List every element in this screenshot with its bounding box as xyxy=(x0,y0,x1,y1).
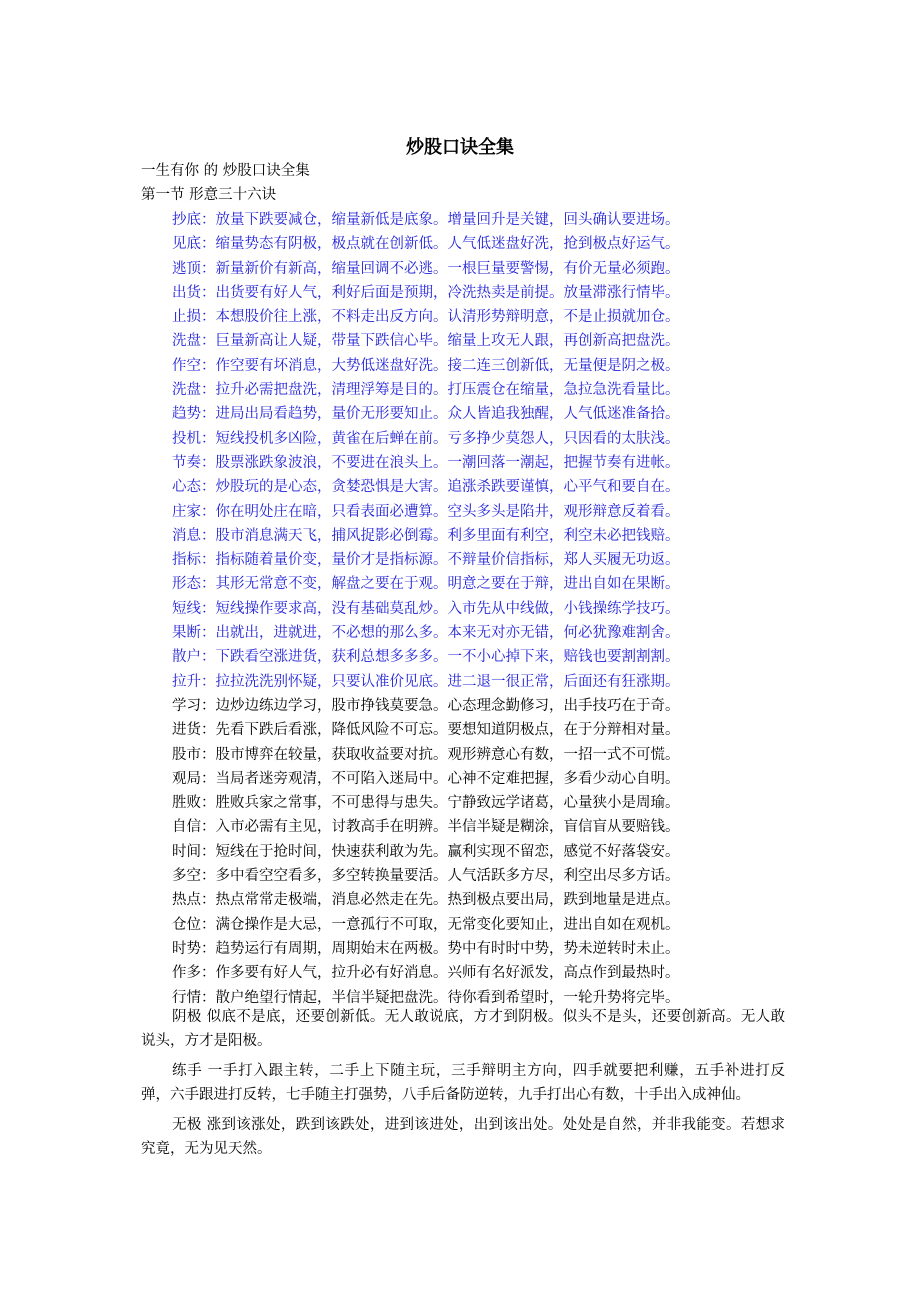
verse-line: 作多：作多要有好人气，拉升必有好消息。兴师有名好派发，高点作到最热时。 xyxy=(172,965,680,982)
verse-line: 行情：散户绝望行情起，半信半疑把盘洗。待你看到希望时，一轮升势将完毕。 xyxy=(172,989,680,1006)
document-subtitle: 一生有你 的 炒股口诀全集 xyxy=(141,163,310,179)
verse-line: 洗盘：拉升必需把盘洗，清理浮筹是目的。打压震仓在缩量，急拉急洗看量比。 xyxy=(172,382,680,399)
verse-line: 心态：炒股玩的是心态，贪婪恐惧是大害。追涨杀跌要谨慎，心平气和要自在。 xyxy=(172,479,680,496)
closing-paragraph: 练手 一手打入跟主转，二手上下随主玩，三手辩明主方向，四手就要把利赚，五手补进打反弹，六手跟进打反转，七手随主打强势，八手后备防逆转，九手打出心有数，十手出入成神仙。 xyxy=(141,1063,785,1103)
verse-line: 短线：短线操作要求高，没有基础莫乱炒。入市先从中线做，小钱操练学技巧。 xyxy=(172,600,680,617)
verse-line: 节奏：股票涨跌象波浪，不要进在浪头上。一潮回落一潮起，把握节奏有进帐。 xyxy=(172,454,680,471)
verse-line: 散户：下跌看空涨进货，获利总想多多多。一不小心掉下来，赔钱也要割割割。 xyxy=(172,649,680,666)
verse-line: 时势：趋势运行有周期，周期始末在两极。势中有时时中势，势未逆转时未止。 xyxy=(172,940,680,957)
verse-line: 逃顶：新量新价有新高，缩量回调不必逃。一根巨量要警惕，有价无量必须跑。 xyxy=(172,260,680,277)
verse-line: 庄家：你在明处庄在暗，只看表面必遭算。空头多头是陷井，观形辩意反着看。 xyxy=(172,503,680,520)
verse-line: 进货：先看下跌后看涨，降低风险不可忘。要想知道阴极点，在于分辩相对量。 xyxy=(172,722,680,739)
verse-line: 见底：缩量势态有阴极，极点就在创新低。人气低迷盘好洗，抢到极点好运气。 xyxy=(172,236,680,253)
verse-line: 时间：短线在于抢时间，快速获利敢为先。赢利实现不留恋，感觉不好落袋安。 xyxy=(172,843,680,860)
verse-line: 趋势：进局出局看趋势，量价无形要知止。众人皆追我独醒，人气低迷准备拾。 xyxy=(172,406,680,423)
verse-line: 多空：多中看空空看多，多空转换量要活。人气活跃多方尽，利空出尽多方话。 xyxy=(172,868,680,885)
closing-paragraph: 无极 涨到该涨处，跌到该跌处，进到该进处，出到该出处。处处是自然，并非我能变。若想求究竟，无为见天然。 xyxy=(141,1117,785,1157)
verse-line: 止损：本想股价往上涨，不料走出反方向。认清形势辩明意，不是止损就加仓。 xyxy=(172,309,680,326)
verse-line: 形态：其形无常意不变，解盘之要在于观。明意之要在于辩，进出自如在果断。 xyxy=(172,576,680,593)
verse-line: 洗盘：巨量新高让人疑，带量下跌信心毕。缩量上攻无人跟，再创新高把盘洗。 xyxy=(172,333,680,350)
verse-line: 作空：作空要有坏消息，大势低迷盘好洗。接二连三创新低，无量便是阴之极。 xyxy=(172,357,680,374)
verse-line: 抄底：放量下跌要减仓，缩量新低是底象。增量回升是关键，回头确认要进场。 xyxy=(172,212,680,228)
verse-line: 消息：股市消息满天飞，捕风捉影必倒霉。利多里面有利空，利空未必把钱赔。 xyxy=(172,527,680,544)
verse-line: 股市：股市博弈在较量，获取收益要对抗。观形辨意心有数，一招一式不可慌。 xyxy=(172,746,680,763)
verse-line: 热点：热点常常走极端，消息必然走在先。热到极点要出局，跌到地量是进点。 xyxy=(172,892,680,909)
paragraph-list xyxy=(141,1005,785,1167)
verse-line: 观局：当局者迷旁观清，不可陷入迷局中。心神不定难把握，多看少动心自明。 xyxy=(172,770,680,787)
closing-paragraph: 阴极 似底不是底，还要创新低。无人敢说底，方才到阴极。似头不是头，还要创新高。无人敢说头，方才是阳极。 xyxy=(141,1009,785,1049)
verse-line: 果断：出就出，进就进，不必想的那么多。本来无对亦无错，何必犹豫难割舍。 xyxy=(172,625,680,642)
verse-line: 拉升：拉拉洗洗别怀疑，只要认准价见底。进二退一很正常，后面还有狂涨期。 xyxy=(172,673,680,690)
verse-line: 胜败：胜败兵家之常事，不可患得与患失。宁静致远学诸葛，心量狭小是周瑜。 xyxy=(172,795,680,812)
verse-line: 指标：指标随着量价变，量价才是指标源。不辩量价信指标，郑人买履无功返。 xyxy=(172,552,680,569)
verse-list xyxy=(172,208,832,1010)
verse-line: 投机：短线投机多凶险，黄雀在后蝉在前。亏多挣少莫怨人，只因看的太肤浅。 xyxy=(172,430,680,447)
verse-line: 出货：出货要有好人气，利好后面是预期，冷洗热卖是前提。放量滞涨行情毕。 xyxy=(172,284,680,301)
verse-line: 学习：边炒边练边学习，股市挣钱莫要急。心态理念勤修习，出手技巧在于奇。 xyxy=(172,697,680,714)
verse-line: 自信：入市必需有主见，讨教高手在明辨。半信半疑是糊涂，盲信盲从要赔钱。 xyxy=(172,819,680,836)
document-title: 炒股口诀全集 xyxy=(406,137,514,158)
section-heading: 第一节 形意三十六诀 xyxy=(141,187,277,203)
verse-line: 仓位：满仓操作是大忌，一意孤行不可取，无常变化要知止，进出自如在观机。 xyxy=(172,916,680,933)
